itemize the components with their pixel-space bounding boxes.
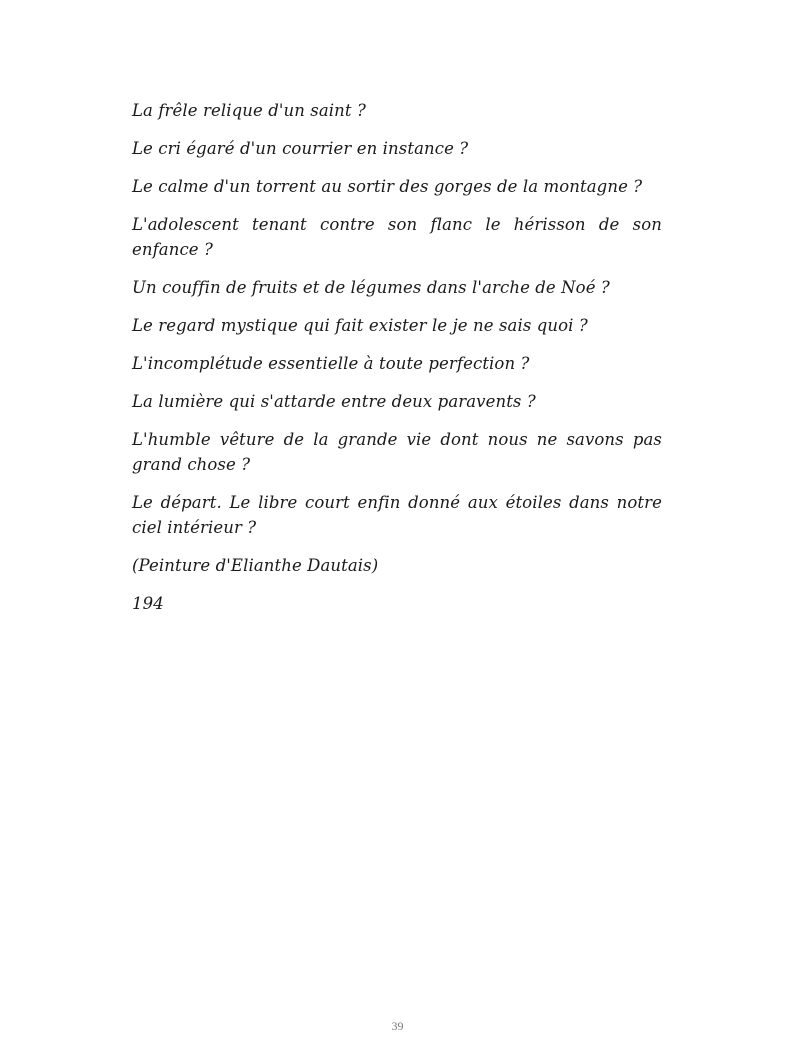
- poem-line: Un couffin de fruits et de légumes dans l'arche de Noé ?: [132, 278, 610, 297]
- poem-line: L'humble vêture de la grande vie dont nous ne savons pas grand chose ?: [132, 430, 662, 474]
- poem-line: L'adolescent tenant contre son flanc le hérisson de son enfance ?: [132, 215, 662, 259]
- poem-line: Le regard mystique qui fait exister le je ne sais quoi ?: [132, 316, 588, 335]
- poem-line: L'incomplétude essentielle à toute perfection ?: [132, 354, 530, 373]
- poem-line: Le départ. Le libre court enfin donné aux étoiles dans notre ciel intérieur ?: [132, 493, 662, 537]
- painting-caption: (Peinture d'Elianthe Dautais): [132, 556, 379, 575]
- poem-line: La frêle relique d'un saint ?: [132, 101, 366, 120]
- poem-line: Le calme d'un torrent au sortir des gorges de la montagne ?: [132, 177, 643, 196]
- poem-number: 194: [132, 594, 164, 613]
- page-body: [132, 98, 662, 629]
- poem-line: La lumière qui s'attarde entre deux paravents ?: [132, 392, 536, 411]
- poem-line: Le cri égaré d'un courrier en instance ?: [132, 139, 469, 158]
- page-number: 39: [391, 1019, 404, 1033]
